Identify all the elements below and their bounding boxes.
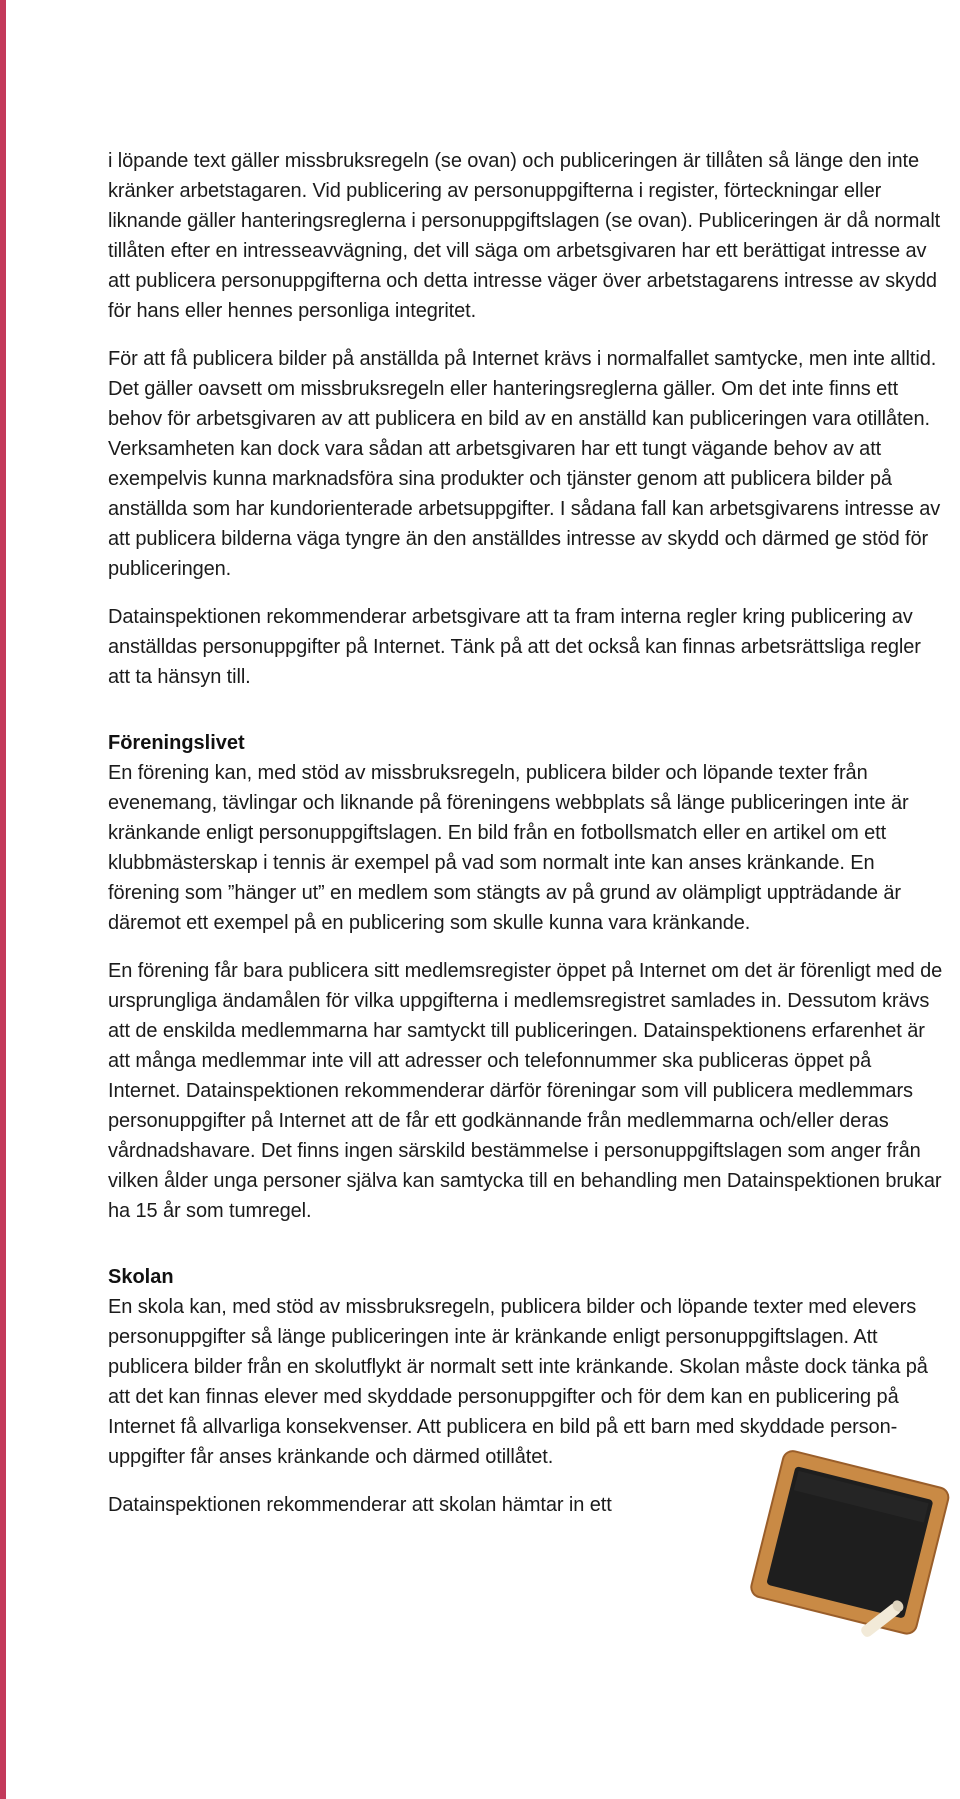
paragraph: En skola kan, med stöd av missbruksregeln, publicera bilder och löpande texter med elevers personuppgifter så länge publiceringen inte är kränkande enligt personuppgiftslagen. Att publicera bilder från en skolutflykt är normalt sett inte kränkande. Skolan måste dock tänka på att det kan finnas elever med skyddade personuppgifter och för dem kan en publicering på Internet få allvarliga konsekvenser. Att publicera en bild på ett barn med skyddade personuppgifter får anses kränkande och därmed otillåtet. bbox=[108, 1296, 928, 1468]
document-body bbox=[108, 146, 944, 1538]
paragraph: i löpande text gäller missbruksregeln (se ovan) och publiceringen är tillåten så länge den inte kränker arbetstagaren. Vid publicering av personuppgifterna i register, förteckningar eller liknande gäller hanteringsreglerna i personuppgiftslagen (se ovan). Publiceringen är då normalt tillåten efter en intresseavvägning, det vill säga om arbetsgivaren har ett berättigat intresse av att publicera personuppgifterna och detta intresse väger över arbetstagarens intresse av skydd för hans eller hennes personliga integritet. bbox=[108, 150, 941, 322]
paragraph: Datainspektionen rekommenderar att skolan hämtar in ett bbox=[108, 1494, 612, 1516]
chalk-slate-icon bbox=[746, 1446, 958, 1646]
paragraph: Datainspektionen rekommenderar arbetsgivare att ta fram interna regler kring publicering av anställdas personuppgifter på Internet. Tänk på att det också kan finnas arbetsrättsliga regler att ta hänsyn till. bbox=[108, 606, 921, 688]
paragraph: En förening får bara publicera sitt medlemsregister öppet på Internet om det är förenligt med de ursprungliga ändamålen för vilka uppgifterna i medlemsregistret samlades in. Dessutom krävs att de enskilda medlemmarna har samtyckt till publiceringen. Datainspektionens erfarenhet är att många medlemmar inte vill att adresser och telefonnummer ska publiceras öppet på Internet. Datainspektionen rekommenderar därför föreningar som vill publicera medlemmars personuppgifter på Internet att de får ett godkännande från medlemmarna och/eller deras vårdnadshavare. Det finns ingen särskild bestämmelse i personuppgiftslagen som anger från vilken ålder unga personer själva kan samtycka till en behandling men Datainspektionen brukar ha 15 år som tumregel. bbox=[108, 960, 943, 1222]
page-edge-stripe bbox=[0, 0, 6, 1799]
paragraph: En förening kan, med stöd av missbruksregeln, publicera bilder och löpande texter från evenemang, tävlingar och liknande på föreningens webbplats så länge publiceringen inte är kränkande enligt personuppgiftslagen. En bild från en fotbollsmatch eller en artikel om ett klubbmästerskap i tennis är exempel på vad som normalt inte kan anses kränkande. En förening som ”hänger ut” en medlem som stängts av på grund av olämpligt uppträdande är däremot ett exempel på en publicering som skulle kunna vara kränkande. bbox=[108, 762, 909, 934]
section-heading-foreningslivet: Föreningslivet bbox=[108, 732, 245, 754]
paragraph: För att få publicera bilder på anställda på Internet krävs i normalfallet samtycke, men inte alltid. Det gäller oavsett om missbruksregeln eller hanteringsreglerna gäller. Om det inte finns ett behov för arbetsgivaren av att publicera en bild av en anställd kan publiceringen vara otillåten. Verksamheten kan dock vara sådan att arbetsgivaren har ett tungt vägande behov av att exempelvis kunna marknadsföra sina produkter och tjänster genom att publicera bilder på anställda som har kundorienterade arbetsuppgifter. I sådana fall kan arbetsgivarens intresse av att publicera bilderna väga tyngre än den anställdes intresse av skydd och därmed ge stöd för publiceringen. bbox=[108, 348, 941, 580]
chalk-slate-illustration bbox=[746, 1446, 958, 1646]
section-heading-skolan: Skolan bbox=[108, 1266, 174, 1288]
